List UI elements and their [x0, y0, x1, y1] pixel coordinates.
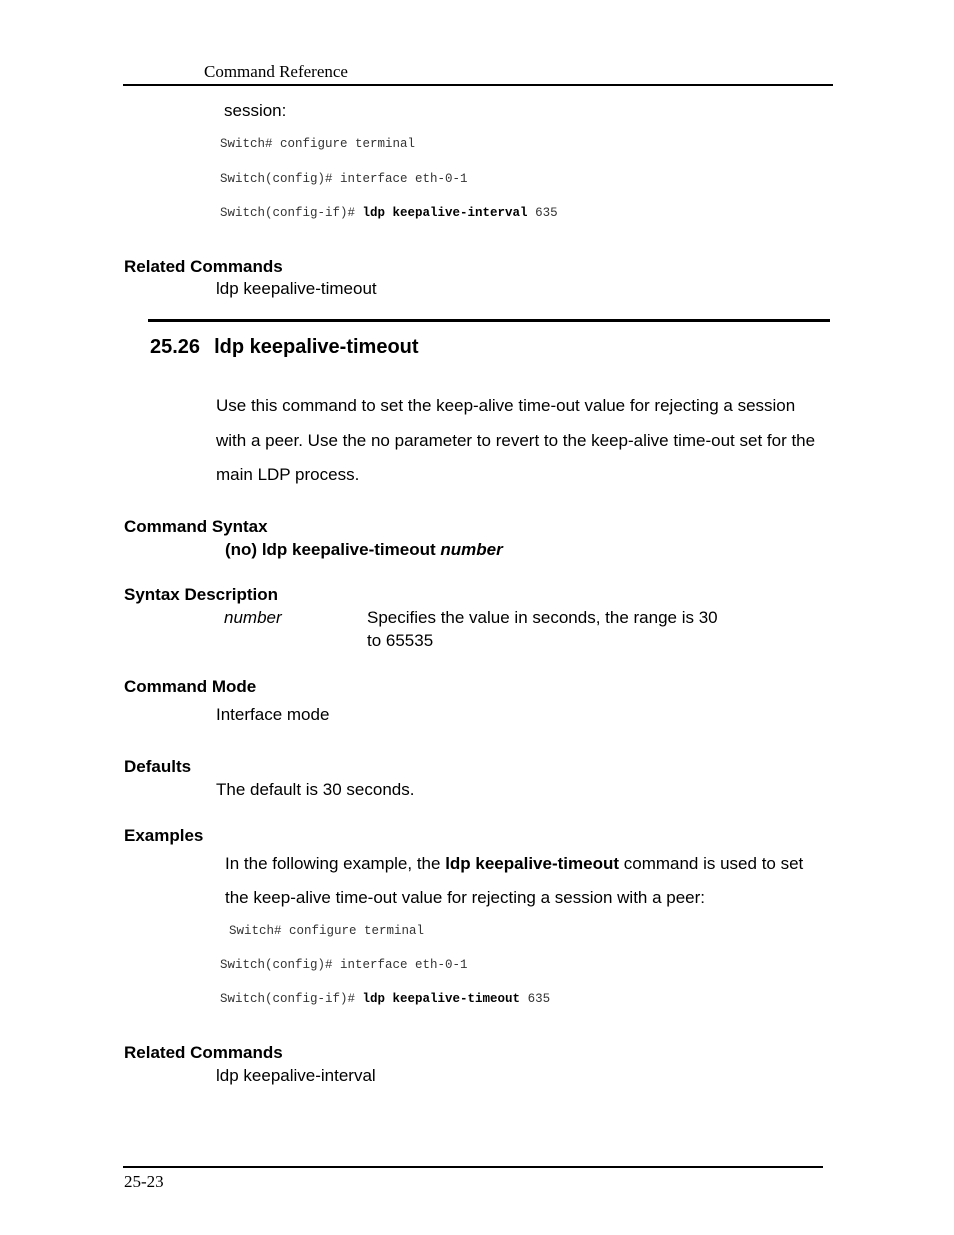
page-number: 25-23 [124, 1172, 164, 1191]
syntax-parameter: number [440, 540, 503, 559]
example-intro-text: In the following example, the [225, 854, 446, 873]
section-title [150, 336, 419, 359]
example-intro: the keep-alive time-out value for rejecting a session with a peer: [225, 888, 706, 907]
related-command-link[interactable]: ldp keepalive-timeout [216, 279, 377, 298]
example-intro-command: ldp keepalive-timeout [445, 854, 620, 873]
command-mode-value: Interface mode [216, 705, 330, 724]
example-intro-continued: session: [224, 101, 287, 120]
footer-rule [123, 1166, 823, 1168]
examples-heading: Examples [124, 826, 204, 845]
parameter-name: number [224, 608, 282, 627]
parameter-description: Specifies the value in seconds, the range is 30 [367, 608, 718, 627]
command-mode-heading: Command Mode [124, 677, 257, 696]
description-line: Use this command to set the keep-alive time-out value for rejecting a session [216, 396, 796, 415]
related-command-link[interactable]: ldp keepalive-interval [216, 1066, 376, 1085]
code-line [220, 958, 468, 972]
header-rule [123, 84, 833, 86]
command-syntax-heading: Command Syntax [124, 517, 268, 536]
parameter-description: to 65535 [367, 631, 434, 650]
code-line [220, 137, 415, 151]
command-syntax [225, 540, 503, 560]
code-prefix: Switch(config)# interface eth-0-1 [220, 958, 468, 972]
running-header: Command Reference [204, 62, 348, 81]
description-line: main LDP process. [216, 465, 360, 484]
code-prefix: Switch(config-if)# [220, 992, 363, 1006]
code-command: ldp keepalive-timeout [362, 992, 521, 1006]
section-name: ldp keepalive-timeout [214, 336, 419, 358]
example-intro [225, 854, 803, 874]
code-command: ldp keepalive-interval [362, 206, 528, 220]
defaults-heading: Defaults [124, 757, 192, 776]
example-intro-text: command is used to set [619, 854, 804, 873]
code-prefix: Switch(config-if)# [220, 206, 363, 220]
code-line [220, 206, 558, 220]
defaults-value: The default is 30 seconds. [216, 780, 415, 799]
related-commands-heading: Related Commands [124, 1043, 283, 1062]
code-line [220, 172, 468, 186]
code-argument: 635 [527, 206, 558, 220]
syntax-command: (no) ldp keepalive-timeout [225, 540, 441, 559]
code-line [220, 992, 550, 1006]
code-prefix: Switch(config)# interface eth-0-1 [220, 172, 468, 186]
section-number: 25.26 [150, 336, 201, 358]
section-description [216, 389, 815, 493]
syntax-description-heading: Syntax Description [124, 585, 278, 604]
related-commands-heading: Related Commands [124, 257, 283, 276]
code-argument: 635 [520, 992, 551, 1006]
description-line: with a peer. Use the no parameter to revert to the keep-alive time-out set for the [216, 430, 816, 450]
code-prefix: Switch# configure terminal [229, 924, 425, 938]
code-line [229, 924, 424, 938]
section-rule [148, 319, 830, 322]
code-prefix: Switch# configure terminal [220, 137, 416, 151]
